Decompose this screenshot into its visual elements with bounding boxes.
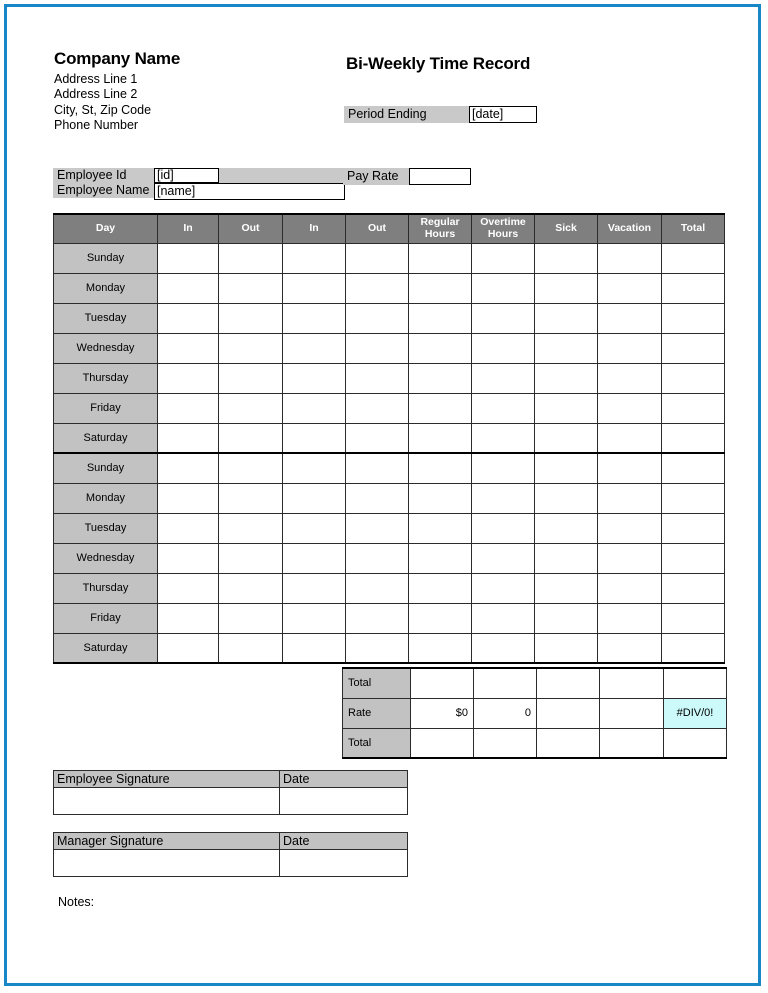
- manager-signature-input[interactable]: [54, 850, 280, 877]
- timesheet-cell-in-1[interactable]: [158, 333, 219, 363]
- timesheet-day-label: Sunday: [54, 453, 158, 483]
- timesheet-cell-sick[interactable]: [535, 603, 598, 633]
- timesheet-row: [54, 543, 725, 573]
- timesheet-cell-in-1[interactable]: [158, 573, 219, 603]
- manager-signature-label: Manager Signature: [54, 833, 280, 850]
- column-header-in-2-line1: In: [309, 222, 319, 234]
- pay-rate-input[interactable]: [409, 168, 471, 185]
- timesheet-cell-vacation[interactable]: [598, 573, 662, 603]
- timesheet-cell-out-2[interactable]: [346, 543, 409, 573]
- summary-cell-regular[interactable]: $0: [411, 698, 474, 728]
- timesheet-cell-sick[interactable]: [535, 393, 598, 423]
- timesheet-day-label: Monday: [54, 273, 158, 303]
- timesheet-cell-regular[interactable]: [409, 513, 472, 543]
- timesheet-day-label: Saturday: [54, 423, 158, 453]
- timesheet-day-label: Wednesday: [54, 333, 158, 363]
- column-header-vacation-line1: Vacation: [607, 222, 652, 234]
- timesheet-cell-vacation[interactable]: [598, 333, 662, 363]
- timesheet-cell-out-2[interactable]: [346, 573, 409, 603]
- timesheet-cell-vacation[interactable]: [598, 483, 662, 513]
- timesheet-day-label: Sunday: [54, 243, 158, 273]
- timesheet-day-label: Tuesday: [54, 303, 158, 333]
- timesheet-cell-sick[interactable]: [535, 423, 598, 453]
- timesheet-cell-total[interactable]: [662, 243, 725, 273]
- timesheet-cell-total[interactable]: [662, 603, 725, 633]
- timesheet-cell-total[interactable]: [662, 423, 725, 453]
- timesheet-cell-sick[interactable]: [535, 273, 598, 303]
- address-line-2: Address Line 2: [54, 87, 138, 102]
- timesheet-cell-out-1[interactable]: [219, 603, 283, 633]
- timesheet-cell-regular[interactable]: [409, 393, 472, 423]
- summary-cell-vacation[interactable]: [600, 728, 664, 758]
- summary-cell-sick[interactable]: [537, 698, 600, 728]
- column-header-overtime-hours-line1: Overtime: [480, 216, 526, 229]
- timesheet-cell-regular[interactable]: [409, 603, 472, 633]
- pay-rate-row: [343, 168, 471, 185]
- column-header-regular-hours-line2: Hours: [424, 227, 456, 240]
- timesheet-cell-in-1[interactable]: [158, 363, 219, 393]
- timesheet-cell-overtime[interactable]: [472, 393, 535, 423]
- timesheet-cell-sick[interactable]: [535, 483, 598, 513]
- timesheet-row: [54, 603, 725, 633]
- period-ending-row: [344, 106, 537, 123]
- timesheet-cell-overtime[interactable]: [472, 333, 535, 363]
- timesheet-header-row: [54, 214, 725, 243]
- timesheet-cell-out-2[interactable]: [346, 483, 409, 513]
- timesheet-cell-regular[interactable]: [409, 333, 472, 363]
- timesheet-cell-out-1[interactable]: [219, 513, 283, 543]
- timesheet-cell-regular[interactable]: [409, 573, 472, 603]
- timesheet-cell-in-1[interactable]: [158, 453, 219, 483]
- column-header-overtime-hours-line2: Hours: [487, 227, 519, 240]
- timesheet-cell-regular[interactable]: [409, 543, 472, 573]
- employee-signature-input-row: [54, 788, 408, 815]
- timesheet-row: [54, 363, 725, 393]
- timesheet-cell-regular[interactable]: [409, 633, 472, 663]
- timesheet-cell-out-2[interactable]: [346, 423, 409, 453]
- timesheet-day-label: Friday: [54, 603, 158, 633]
- timesheet-day-label: Thursday: [54, 573, 158, 603]
- timesheet-row: [54, 333, 725, 363]
- timesheet-cell-in-2[interactable]: [283, 273, 346, 303]
- summary-cell-overtime[interactable]: 0: [474, 698, 537, 728]
- timesheet-row: [54, 453, 725, 483]
- column-header-total-line1: Total: [680, 222, 706, 234]
- timesheet-cell-out-2[interactable]: [346, 303, 409, 333]
- timesheet-cell-total[interactable]: [662, 483, 725, 513]
- company-info-block: [54, 49, 180, 133]
- timesheet-row: [54, 303, 725, 333]
- timesheet-day-label: Wednesday: [54, 543, 158, 573]
- timesheet-cell-out-2[interactable]: [346, 453, 409, 483]
- timesheet-cell-out-2[interactable]: [346, 363, 409, 393]
- employee-signature-label: Employee Signature: [54, 771, 280, 788]
- timesheet-row: [54, 393, 725, 423]
- timesheet-row: [54, 513, 725, 543]
- company-name: Company Name: [54, 49, 181, 68]
- timesheet-day-label: Monday: [54, 483, 158, 513]
- timesheet-cell-total[interactable]: [662, 453, 725, 483]
- timesheet-cell-out-1[interactable]: [219, 633, 283, 663]
- timesheet-cell-regular[interactable]: [409, 363, 472, 393]
- address-line-1: Address Line 1: [54, 72, 138, 86]
- timesheet-cell-out-1[interactable]: [219, 273, 283, 303]
- timesheet-cell-in-1[interactable]: [158, 273, 219, 303]
- summary-row-label: Total: [343, 728, 411, 758]
- summary-cell-sick[interactable]: [537, 668, 600, 698]
- timesheet-day-label: Tuesday: [54, 513, 158, 543]
- timesheet-day-label: Saturday: [54, 633, 158, 663]
- summary-row-label: Total: [343, 668, 411, 698]
- timesheet-cell-overtime[interactable]: [472, 423, 535, 453]
- summary-row: [343, 728, 727, 758]
- timesheet-cell-vacation[interactable]: [598, 303, 662, 333]
- timesheet-cell-vacation[interactable]: [598, 423, 662, 453]
- timesheet-row: [54, 483, 725, 513]
- summary-cell-regular[interactable]: [411, 728, 474, 758]
- timesheet-cell-in-2[interactable]: [283, 363, 346, 393]
- timesheet-cell-total[interactable]: [662, 573, 725, 603]
- timesheet-cell-out-2[interactable]: [346, 633, 409, 663]
- timesheet-cell-in-2[interactable]: [283, 333, 346, 363]
- timesheet-cell-total[interactable]: [662, 273, 725, 303]
- column-header-day-line1: Day: [95, 222, 116, 234]
- timesheet-cell-overtime[interactable]: [472, 573, 535, 603]
- timesheet-cell-out-1[interactable]: [219, 453, 283, 483]
- timesheet-cell-overtime[interactable]: [472, 243, 535, 273]
- column-header-sick-line1: Sick: [555, 222, 577, 234]
- timesheet-cell-out-1[interactable]: [219, 573, 283, 603]
- employee-signature-date-input[interactable]: [280, 788, 408, 815]
- employee-info-block: [53, 168, 390, 200]
- timesheet-row: [54, 573, 725, 603]
- timesheet-cell-overtime[interactable]: [472, 513, 535, 543]
- timesheet-cell-in-1[interactable]: [158, 393, 219, 423]
- summary-cell-vacation[interactable]: [600, 698, 664, 728]
- timesheet-cell-out-1[interactable]: [219, 483, 283, 513]
- timesheet-cell-in-1[interactable]: [158, 633, 219, 663]
- timesheet-cell-regular[interactable]: [409, 483, 472, 513]
- manager-signature-date-label: Date: [280, 833, 408, 850]
- column-header-overtime-hours: [472, 214, 535, 243]
- timesheet-cell-in-2[interactable]: [283, 543, 346, 573]
- column-header-in-2: [283, 214, 346, 243]
- summary-cell-sick[interactable]: [537, 728, 600, 758]
- manager-signature-date-input[interactable]: [280, 850, 408, 877]
- timesheet-cell-sick[interactable]: [535, 453, 598, 483]
- timesheet-cell-vacation[interactable]: [598, 243, 662, 273]
- timesheet-cell-overtime[interactable]: [472, 273, 535, 303]
- summary-cell-overtime[interactable]: [474, 728, 537, 758]
- timesheet-cell-total[interactable]: [662, 633, 725, 663]
- summary-cell-regular[interactable]: [411, 668, 474, 698]
- timesheet-cell-in-1[interactable]: [158, 423, 219, 453]
- timesheet-cell-sick[interactable]: [535, 363, 598, 393]
- timesheet-cell-in-2[interactable]: [283, 393, 346, 423]
- timesheet-day-label: Thursday: [54, 363, 158, 393]
- column-header-sick: [535, 214, 598, 243]
- timesheet-cell-out-2[interactable]: [346, 513, 409, 543]
- employee-name-label: Employee Name: [53, 183, 154, 198]
- employee-signature-block: [53, 770, 408, 815]
- document-title: Bi-Weekly Time Record: [346, 54, 531, 73]
- employee-signature-header-row: [54, 771, 408, 788]
- timesheet-cell-in-2[interactable]: [283, 303, 346, 333]
- timesheet-cell-vacation[interactable]: [598, 633, 662, 663]
- timesheet-row: [54, 633, 725, 663]
- timesheet-cell-sick[interactable]: [535, 633, 598, 663]
- timesheet-cell-in-2[interactable]: [283, 603, 346, 633]
- timesheet-cell-in-2[interactable]: [283, 243, 346, 273]
- timesheet-cell-regular[interactable]: [409, 423, 472, 453]
- city-state-zip: City, St, Zip Code: [54, 102, 152, 117]
- timesheet-cell-regular[interactable]: [409, 453, 472, 483]
- employee-signature-body: [54, 771, 408, 815]
- summary-cell-total[interactable]: [664, 668, 727, 698]
- timesheet-row: [54, 273, 725, 303]
- timesheet-cell-out-2[interactable]: [346, 333, 409, 363]
- timesheet-cell-overtime[interactable]: [472, 603, 535, 633]
- manager-signature-body: [54, 833, 408, 877]
- timesheet-cell-out-1[interactable]: [219, 243, 283, 273]
- timesheet-cell-overtime[interactable]: [472, 453, 535, 483]
- column-header-day: [54, 214, 158, 243]
- page-frame: [4, 4, 761, 986]
- timesheet-cell-in-1[interactable]: [158, 243, 219, 273]
- timesheet-cell-in-1[interactable]: [158, 303, 219, 333]
- manager-signature-input-row: [54, 850, 408, 877]
- timesheet-cell-overtime[interactable]: [472, 633, 535, 663]
- timesheet-cell-regular[interactable]: [409, 273, 472, 303]
- period-ending-label: Period Ending: [344, 106, 469, 123]
- timesheet-cell-in-1[interactable]: [158, 543, 219, 573]
- timesheet-cell-sick[interactable]: [535, 513, 598, 543]
- timesheet-cell-regular[interactable]: [409, 303, 472, 333]
- column-header-in-1: [158, 214, 219, 243]
- summary-cell-total-error[interactable]: #DIV/0!: [664, 698, 727, 728]
- timesheet-cell-total[interactable]: [662, 513, 725, 543]
- timesheet-body: [54, 243, 725, 663]
- timesheet-cell-out-1[interactable]: [219, 363, 283, 393]
- employee-signature-date-label: Date: [280, 771, 408, 788]
- timesheet-row: [54, 243, 725, 273]
- timesheet-cell-sick[interactable]: [535, 573, 598, 603]
- timesheet-cell-sick[interactable]: [535, 543, 598, 573]
- summary-row-label: Rate: [343, 698, 411, 728]
- phone-number: Phone Number: [54, 117, 139, 132]
- timesheet-cell-in-2[interactable]: [283, 453, 346, 483]
- column-header-vacation: [598, 214, 662, 243]
- timesheet-cell-vacation[interactable]: [598, 513, 662, 543]
- column-header-in-1-line1: In: [183, 222, 193, 234]
- timesheet-cell-overtime[interactable]: [472, 303, 535, 333]
- timesheet-cell-sick[interactable]: [535, 333, 598, 363]
- timesheet-cell-overtime[interactable]: [472, 483, 535, 513]
- employee-name-row: [53, 183, 390, 200]
- timesheet-cell-vacation[interactable]: [598, 543, 662, 573]
- column-header-out-1-line1: Out: [241, 222, 260, 234]
- column-header-out-2-line1: Out: [367, 222, 387, 234]
- summary-table: [342, 667, 727, 759]
- column-header-total: [662, 214, 725, 243]
- timesheet-cell-vacation[interactable]: [598, 363, 662, 393]
- timesheet-cell-in-2[interactable]: [283, 513, 346, 543]
- summary-cell-vacation[interactable]: [600, 668, 664, 698]
- timesheet-cell-overtime[interactable]: [472, 363, 535, 393]
- period-ending-input[interactable]: [date]: [469, 106, 537, 123]
- manager-signature-block: [53, 832, 408, 877]
- timesheet-cell-out-2[interactable]: [346, 273, 409, 303]
- timesheet-cell-out-2[interactable]: [346, 393, 409, 423]
- timesheet-cell-in-1[interactable]: [158, 603, 219, 633]
- employee-id-input[interactable]: [id]: [154, 168, 219, 183]
- timesheet-cell-total[interactable]: [662, 333, 725, 363]
- timesheet-cell-out-1[interactable]: [219, 393, 283, 423]
- timesheet-cell-total[interactable]: [662, 303, 725, 333]
- timesheet-cell-sick[interactable]: [535, 243, 598, 273]
- notes-label: Notes:: [58, 895, 95, 909]
- column-header-regular-hours: [409, 214, 472, 243]
- employee-id-row: [53, 168, 390, 183]
- column-header-regular-hours-line1: Regular: [420, 216, 460, 229]
- timesheet-cell-vacation[interactable]: [598, 603, 662, 633]
- timesheet-day-label: Friday: [54, 393, 158, 423]
- summary-cell-overtime[interactable]: [474, 668, 537, 698]
- timesheet-cell-in-2[interactable]: [283, 483, 346, 513]
- timesheet-cell-overtime[interactable]: [472, 543, 535, 573]
- employee-name-input[interactable]: [name]: [154, 183, 345, 200]
- timesheet-header: [54, 214, 725, 243]
- timesheet-cell-in-1[interactable]: [158, 513, 219, 543]
- timesheet-cell-out-1[interactable]: [219, 423, 283, 453]
- timesheet-cell-total[interactable]: [662, 543, 725, 573]
- summary-row: [343, 668, 727, 698]
- timesheet-cell-out-1[interactable]: [219, 333, 283, 363]
- timesheet-cell-regular[interactable]: [409, 243, 472, 273]
- timesheet-cell-out-1[interactable]: [219, 303, 283, 333]
- timesheet-cell-in-2[interactable]: [283, 423, 346, 453]
- timesheet-cell-total[interactable]: [662, 363, 725, 393]
- column-header-out-1: [219, 214, 283, 243]
- timesheet-cell-vacation[interactable]: [598, 453, 662, 483]
- timesheet-cell-in-2[interactable]: [283, 573, 346, 603]
- column-header-out-2: [346, 214, 409, 243]
- timesheet-cell-vacation[interactable]: [598, 393, 662, 423]
- timesheet-cell-out-1[interactable]: [219, 543, 283, 573]
- manager-signature-header-row: [54, 833, 408, 850]
- timesheet-cell-in-2[interactable]: [283, 633, 346, 663]
- employee-signature-input[interactable]: [54, 788, 280, 815]
- summary-row: [343, 698, 727, 728]
- employee-id-label: Employee Id: [53, 168, 154, 183]
- timesheet-row: [54, 423, 725, 453]
- timesheet-cell-sick[interactable]: [535, 303, 598, 333]
- timesheet-cell-out-2[interactable]: [346, 603, 409, 633]
- timesheet-cell-out-2[interactable]: [346, 243, 409, 273]
- timesheet-cell-in-1[interactable]: [158, 483, 219, 513]
- summary-body: [343, 668, 727, 758]
- timesheet-table: [53, 213, 725, 664]
- timesheet-cell-total[interactable]: [662, 393, 725, 423]
- pay-rate-label: Pay Rate: [343, 168, 409, 185]
- summary-cell-total[interactable]: [664, 728, 727, 758]
- timesheet-sheet: [7, 7, 758, 983]
- timesheet-cell-vacation[interactable]: [598, 273, 662, 303]
